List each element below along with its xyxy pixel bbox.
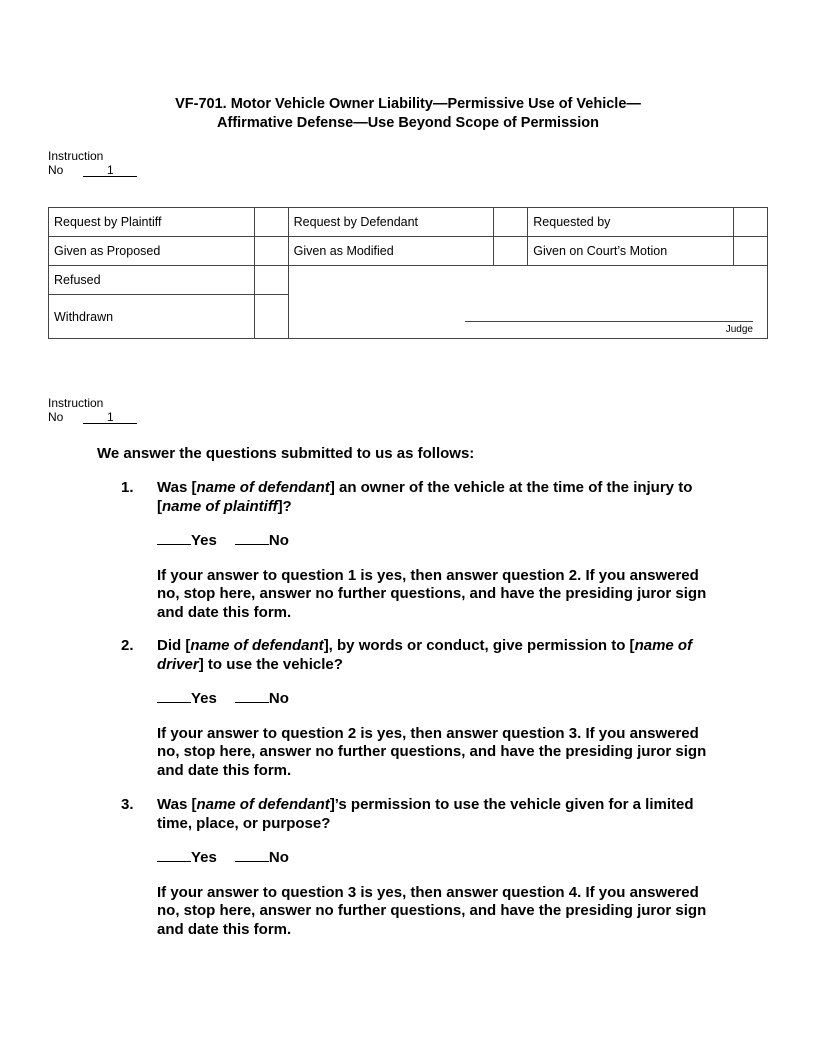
question-text: Was [name of defendant] an owner of the vehicle at the time of the injury to [name of plaintiff]? — [157, 479, 693, 515]
withdrawn-checkbox[interactable] — [254, 295, 288, 339]
instruction-no-row — [48, 410, 137, 424]
given-on-courts-motion-label: Given on Court’s Motion — [528, 237, 734, 266]
yes-answer-blank[interactable] — [157, 861, 191, 862]
follow-up-instruction: If your answer to question 3 is yes, then answer question 4. If you answered no, stop here, answer no further questions, and have the presiding juror sign and date this form. — [157, 883, 707, 938]
judge-signature-area — [288, 266, 767, 339]
request-by-plaintiff-checkbox[interactable] — [254, 208, 288, 237]
instruction-no-label: No — [48, 410, 64, 424]
judge-signature-line[interactable] — [465, 321, 753, 322]
question-1 — [121, 479, 721, 622]
question-text: Did [name of defendant], by words or conduct, give permission to [name of driver] to use the vehicle? — [157, 637, 693, 673]
request-status-table — [48, 207, 768, 339]
instruction-number-field[interactable]: 1 — [83, 411, 137, 424]
yes-label: Yes — [191, 849, 217, 866]
yes-label: Yes — [191, 532, 217, 549]
refused-checkbox[interactable] — [254, 266, 288, 295]
title-line-1: VF-701. Motor Vehicle Owner Liability—Permissive Use of Vehicle— — [175, 96, 641, 112]
instruction-label: Instruction — [48, 149, 104, 163]
no-label: No — [268, 849, 289, 866]
instruction-number-block-top — [48, 149, 137, 177]
no-answer-blank[interactable] — [235, 702, 269, 703]
instruction-no-label: No — [48, 163, 64, 177]
judge-label: Judge — [725, 324, 753, 335]
given-as-modified-label: Given as Modified — [288, 237, 494, 266]
page-title — [0, 95, 816, 133]
requested-by-checkbox[interactable] — [734, 208, 768, 237]
refused-label: Refused — [49, 266, 255, 295]
question-number: 1. — [121, 479, 134, 496]
question-2 — [121, 637, 721, 780]
instruction-label: Instruction — [48, 396, 104, 410]
requested-by-label: Requested by — [528, 208, 734, 237]
question-number: 3. — [121, 796, 134, 813]
no-answer-blank[interactable] — [235, 544, 269, 545]
yes-answer-blank[interactable] — [157, 544, 191, 545]
request-by-defendant-label: Request by Defendant — [288, 208, 494, 237]
follow-up-instruction: If your answer to question 2 is yes, then answer question 3. If you answered no, stop here, answer no further questions, and have the presiding juror sign and date this form. — [157, 724, 707, 779]
no-answer-blank[interactable] — [235, 861, 269, 862]
yes-no-answer — [157, 532, 721, 551]
verdict-lead-statement: We answer the questions submitted to us as follows: — [97, 445, 475, 462]
no-label: No — [268, 690, 289, 707]
instruction-number-field[interactable]: 1 — [83, 164, 137, 177]
yes-no-answer — [157, 849, 721, 868]
yes-no-answer — [157, 690, 721, 709]
instruction-no-row — [48, 163, 137, 177]
yes-label: Yes — [191, 690, 217, 707]
no-label: No — [268, 532, 289, 549]
question-number: 2. — [121, 637, 134, 654]
given-as-modified-checkbox[interactable] — [494, 237, 528, 266]
instruction-number-block-bottom — [48, 396, 137, 424]
given-as-proposed-label: Given as Proposed — [49, 237, 255, 266]
given-as-proposed-checkbox[interactable] — [254, 237, 288, 266]
request-by-defendant-checkbox[interactable] — [494, 208, 528, 237]
question-text: Was [name of defendant]’s permission to use the vehicle given for a limited time, place, or purpose? — [157, 796, 694, 832]
yes-answer-blank[interactable] — [157, 702, 191, 703]
withdrawn-label: Withdrawn — [49, 295, 255, 339]
follow-up-instruction: If your answer to question 1 is yes, then answer question 2. If you answered no, stop here, answer no further questions, and have the presiding juror sign and date this form. — [157, 566, 707, 621]
request-by-plaintiff-label: Request by Plaintiff — [49, 208, 255, 237]
question-3 — [121, 796, 721, 939]
given-on-courts-motion-checkbox[interactable] — [734, 237, 768, 266]
title-line-2: Affirmative Defense—Use Beyond Scope of Permission — [217, 115, 599, 131]
